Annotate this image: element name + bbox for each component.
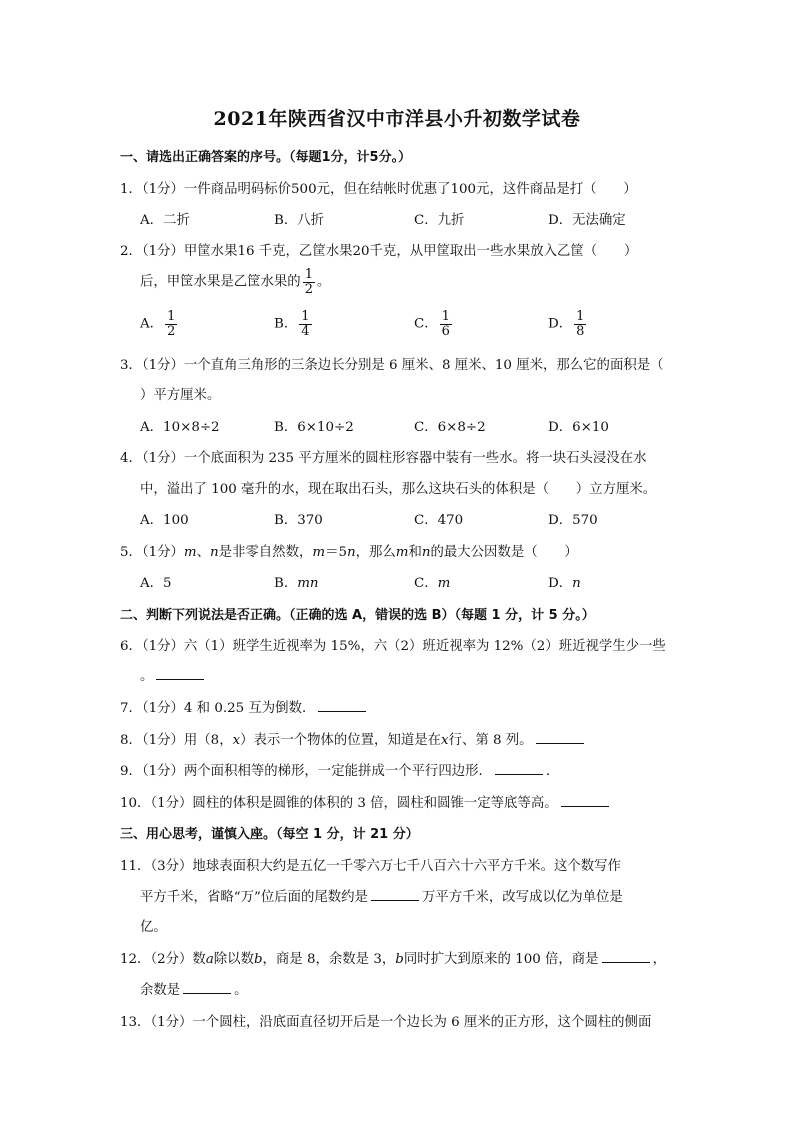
question-5-suffix: 的最大公因数是（ ） [430, 545, 578, 560]
answer-blank[interactable] [156, 665, 204, 680]
option-label: C． [414, 576, 438, 591]
question-9-end: ． [545, 764, 560, 779]
option-a[interactable]: A．二折 [140, 213, 190, 228]
option-b[interactable] [274, 310, 314, 338]
fraction [303, 268, 315, 296]
question-1-text: 1．（1分）一件商品明码标价500元，但在结帐时优惠了100元，这件商品是打（ ） [120, 182, 637, 197]
fraction [440, 310, 452, 338]
fraction-numerator: 1 [301, 309, 310, 324]
answer-blank[interactable] [561, 792, 609, 807]
question-2-options [140, 310, 700, 344]
question-12-text-part: 同时扩大到原来的 100 倍，商是 [403, 952, 599, 967]
question-11-text-part: 平方千米，省略“万”位后面的尾数约是 [140, 890, 368, 905]
answer-blank[interactable] [602, 948, 650, 963]
option-label: D． [548, 576, 573, 591]
answer-blank[interactable] [318, 697, 366, 712]
question-7-body: 7．（1分）4 和 0.25 互为倒数． [120, 701, 316, 716]
variable-a: a [205, 952, 214, 967]
question-3-line1: 3．（1分）一个直角三角形的三条边长分别是 6 厘米、8 厘米、10 厘米，那么它的面积是（ [120, 358, 664, 373]
question-2-line1: 2．（1分）甲筐水果16 千克，乙筐水果20千克，从甲筐取出一些水果放入乙筐（ ） [120, 244, 638, 259]
question-8-prefix: 8．（1分）用（8， [120, 733, 233, 748]
section-3-heading: 三、用心思考，谨慎入座。（每空 1 分，计 21 分） [120, 827, 419, 842]
fraction-numerator: 1 [304, 267, 313, 282]
question-4-line1: 4．（1分）一个底面积为 235 平方厘米的圆柱形容器中装有一些水。将一块石头浸没在水 [120, 451, 647, 466]
variable-b: b [253, 952, 263, 967]
option-label: D． [548, 316, 573, 332]
question-9-text [120, 760, 559, 779]
option-label: C． [414, 316, 438, 332]
question-2-line2-end: 。 [316, 274, 331, 290]
question-12-line2-text: 余数是 [140, 983, 181, 998]
answer-blank[interactable] [536, 729, 584, 744]
option-d[interactable]: D．无法确定 [548, 213, 626, 228]
question-11-line2 [140, 886, 623, 905]
option-c[interactable]: C．6×8÷2 [414, 420, 486, 435]
variable-m: m [395, 545, 409, 560]
option-b[interactable]: B．6×10÷2 [274, 420, 354, 435]
section-1-heading: 一、请选出正确答案的序号。（每题1分，计5分。） [120, 150, 412, 165]
question-8-text-part: ）表示一个物体的位置，知道是在 [240, 733, 442, 748]
question-6-line1: 6．（1分）六（1）班学生近视率为 15%，六（2）班近视率为 12%（2）班近视学生少一些 [120, 639, 666, 654]
question-10-body: 10．（1分）圆柱的体积是圆锥的体积的 3 倍，圆柱和圆锥一定等底等高。 [120, 796, 558, 811]
question-8-text [120, 729, 587, 748]
question-4-line2: 中，溢出了 100 毫升的水，现在取出石头，那么这块石头的体积是（ ）立方厘米。 [140, 482, 657, 497]
conjunction: 和 [408, 545, 422, 560]
option-b[interactable]: B．八折 [274, 213, 325, 228]
fraction-denominator: 6 [441, 323, 450, 339]
question-9-body: 9．（1分）两个面积相等的梯形，一定能拼成一个平行四边形． [120, 764, 492, 779]
option-a[interactable]: A．100 [140, 513, 189, 528]
fraction [574, 310, 586, 338]
question-12-prefix: 12．（2分）数 [120, 952, 206, 967]
answer-blank[interactable] [495, 760, 543, 775]
option-d[interactable] [548, 572, 581, 591]
equation-text: ＝5 [325, 545, 347, 560]
fraction-denominator: 4 [301, 323, 310, 339]
option-c[interactable]: C．九折 [414, 213, 465, 228]
fraction-numerator: 1 [441, 309, 450, 324]
question-3-options [140, 416, 700, 438]
question-6-line2-text: 。 [140, 669, 154, 684]
fraction-denominator: 2 [304, 281, 313, 297]
answer-blank[interactable] [371, 886, 419, 901]
variable-m: m [312, 545, 326, 560]
question-13-text: 13．（1分）一个圆柱，沿底面直径切开后是一个边长为 6 厘米的正方形，这个圆柱的侧面 [120, 1015, 652, 1030]
question-7-text [120, 697, 369, 716]
question-3-line2: ）平方厘米。 [140, 388, 221, 403]
option-c[interactable]: C．470 [414, 513, 464, 528]
fraction-denominator: 8 [576, 323, 585, 339]
question-12-text-part: 除以数 [213, 952, 254, 967]
exam-title: 2021年陕西省汉中市洋县小升初数学试卷 [213, 108, 581, 130]
question-2-line2 [140, 268, 330, 296]
question-12-line2-end: 。 [234, 983, 248, 998]
option-label: A． [140, 316, 164, 332]
variable-n: n [421, 545, 431, 560]
option-b[interactable] [274, 572, 319, 591]
question-12-end: ， [652, 952, 666, 967]
question-5-text-part: 是非零自然数， [218, 545, 313, 560]
option-c[interactable] [414, 310, 454, 338]
separator: 、 [196, 545, 210, 560]
variable-n: n [210, 545, 219, 560]
option-variable: n [572, 576, 581, 591]
question-2-line2-text: 后，甲筐水果是乙筐水果的 [140, 274, 301, 290]
answer-blank[interactable] [183, 979, 231, 994]
variable-x: x [441, 733, 449, 748]
option-a[interactable]: A．5 [140, 576, 172, 591]
question-6-line2 [140, 665, 207, 684]
question-5-text-part: ，那么 [355, 545, 396, 560]
variable-n: n [346, 545, 356, 560]
fraction-numerator: 1 [167, 309, 176, 324]
fraction-numerator: 1 [576, 309, 585, 324]
option-a[interactable]: A．10×8÷2 [140, 420, 220, 435]
option-variable: m [437, 576, 451, 591]
question-5-text [120, 541, 578, 560]
question-12-line2 [140, 979, 248, 998]
question-11-text-part: 万平方千米，改写成以亿为单位是 [421, 890, 623, 905]
question-4-options [140, 509, 700, 531]
variable-x: x [232, 733, 241, 748]
section-2-heading: 二、判断下列说法是否正确。（正确的选 A，错误的选 B）（每题 1 分，计 5 分。） [120, 608, 595, 623]
fraction-denominator: 2 [167, 323, 176, 339]
option-variable: mn [297, 576, 319, 591]
option-c[interactable] [414, 572, 450, 591]
option-label: B． [274, 576, 298, 591]
option-a[interactable] [140, 310, 179, 338]
option-d[interactable]: D．570 [548, 513, 598, 528]
fraction [299, 310, 311, 338]
variable-b: b [395, 952, 404, 967]
option-d[interactable] [548, 310, 588, 338]
option-b[interactable]: B．370 [274, 513, 323, 528]
question-5-prefix: 5．（1分） [120, 545, 184, 560]
question-12-text-part: ，商是 8，余数是 3， [262, 952, 396, 967]
question-5-options [140, 572, 700, 594]
question-12-line1 [120, 948, 666, 967]
variable-m: m [183, 545, 197, 560]
fraction [165, 310, 177, 338]
question-8-suffix: 行、第 8 列。 [448, 733, 533, 748]
question-10-text [120, 792, 612, 811]
option-d[interactable]: D．6×10 [548, 420, 609, 435]
question-1-options [140, 209, 700, 231]
option-label: B． [274, 316, 298, 332]
question-11-line1: 11．（3分）地球表面积大约是五亿一千零六万七千八百六十六平方千米。这个数写作 [120, 859, 621, 874]
question-11-line3: 亿。 [140, 920, 167, 935]
